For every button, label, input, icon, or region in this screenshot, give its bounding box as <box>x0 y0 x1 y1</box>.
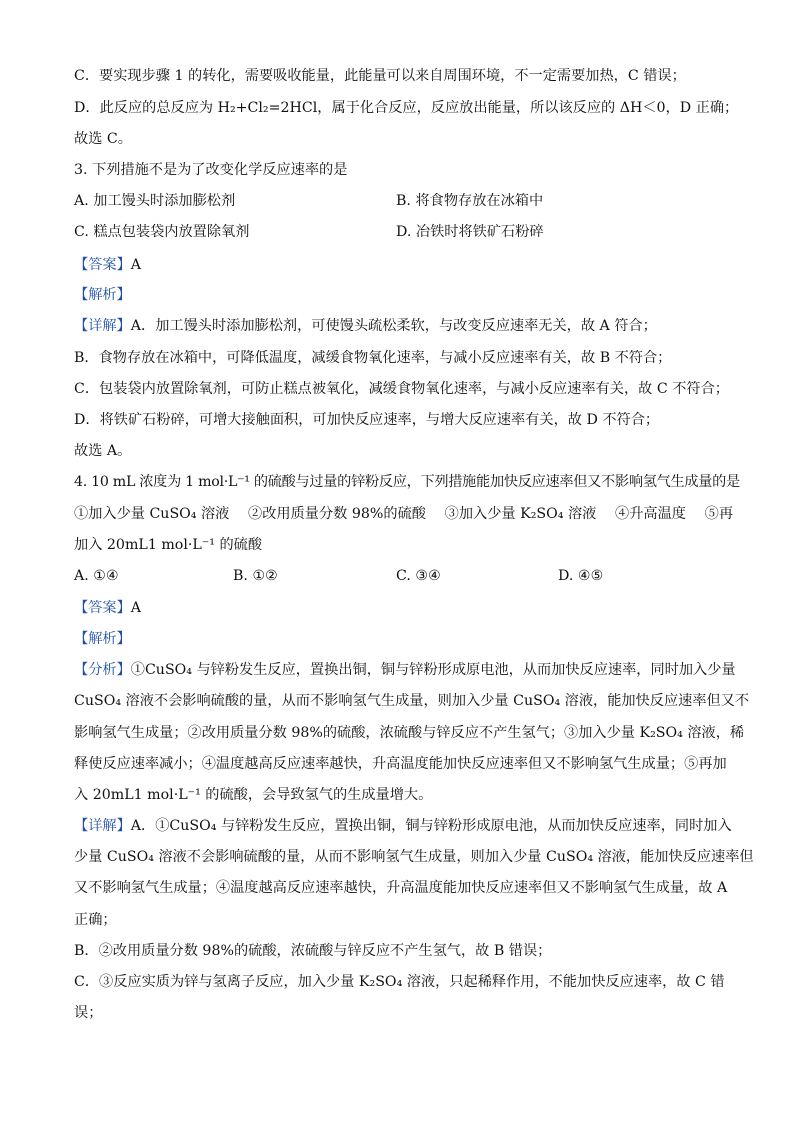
question-4-stem: 4. 10 mL 浓度为 1 mol·L⁻¹ 的硫酸与过量的锌粉反应，下列措施能加快反应速率但又不影响氢气生成量的是 <box>74 474 740 490</box>
q3-option-a: A. 加工馒头时添加膨松剂 <box>74 193 236 209</box>
q4-fenxi-line: 影响氢气生成量；②改用质量分数 98%的硫酸，浓硫酸与锌反应不产生氢气；③加入少量 K₂SO₄ 溶液，稀 <box>74 725 745 741</box>
q4-fenxi-line: 释使反应速率减小；④温度越高反应速率越快，升高温度能加快反应速率但又不影响氢气生成量；⑤再加 <box>74 756 727 772</box>
question-4-choices: ①加入少量 CuSO₄ 溶液 ②改用质量分数 98%的硫酸 ③加入少量 K₂SO₄ 溶液 ④升高温度 ⑤再 <box>74 506 734 522</box>
q4-detail-line: 正确； <box>74 912 117 928</box>
answer-tag: 【答案】 <box>74 600 131 616</box>
text-line: 故选 C。 <box>74 131 132 147</box>
q4-answer <box>74 598 141 618</box>
answer-tag: 【答案】 <box>74 257 131 273</box>
q4-detail-line: 少量 CuSO₄ 溶液不会影响硫酸的量，从而不影响氢气生成量，则加入少量 CuSO₄ 溶液，能加快反应速率但 <box>74 849 754 865</box>
answer-value: A <box>130 257 142 273</box>
fenxi-tag: 【分析】 <box>74 662 131 678</box>
q4-detail-line: 【详解】A．①CuSO₄ 与锌粉发生反应，置换出铜，铜与锌粉形成原电池，从而加快反应速率，同时加入 <box>74 818 732 834</box>
q4-option-b: B. ①② <box>233 568 278 584</box>
answer-value: A <box>130 600 142 616</box>
q4-option-c: C. ③④ <box>396 568 441 584</box>
q3-detail-c: C．包装袋内放置除氧剂，可防止糕点被氧化，减缓食物氧化速率，与减小反应速率有关，故 C 不符合； <box>74 381 729 397</box>
q4-option-d: D. ④⑤ <box>558 568 604 584</box>
q3-option-c: C. 糕点包装袋内放置除氧剂 <box>74 224 250 240</box>
detail-tag: 【详解】 <box>74 818 131 834</box>
q4-detail-line: C．③反应实质为锌与氢离子反应，加入少量 K₂SO₄ 溶液，只起稀释作用，不能加快反应速率，故 C 错 <box>74 974 725 990</box>
q4-detail-line: 误； <box>74 1005 103 1021</box>
q3-conclusion: 故选 A。 <box>74 443 132 459</box>
q4-fenxi-line: 入 20mL1 mol·L⁻¹ 的硫酸，会导致氢气的生成量增大。 <box>74 787 433 803</box>
q3-detail-b: B．食物存放在冰箱中，可降低温度，减缓食物氧化速率，与减小反应速率有关，故 B 不符合； <box>74 350 672 366</box>
question-3-stem: 3. 下列措施不是为了改变化学反应速率的是 <box>74 162 348 178</box>
q3-analysis-tag: 【解析】 <box>74 287 131 303</box>
q4-option-a: A. ①④ <box>74 568 119 584</box>
text-line: D．此反应的总反应为 H₂+Cl₂=2HCl，属于化合反应，反应放出能量，所以该反应的 ΔH＜0，D 正确； <box>74 100 739 116</box>
q3-option-d: D. 冶铁时将铁矿石粉碎 <box>396 224 544 240</box>
q4-fenxi-line: 【分析】①CuSO₄ 与锌粉发生反应，置换出铜，铜与锌粉形成原电池，从而加快反应速率，同时加入少量 <box>74 662 736 678</box>
q4-detail-line: 又不影响氢气生成量；④温度越高反应速率越快，升高温度能加快反应速率但又不影响氢气生成量，故 A <box>74 880 728 896</box>
q3-detail-a: 【详解】A．加工馒头时添加膨松剂，可使馒头疏松柔软，与改变反应速率无关，故 A 符合； <box>74 318 657 334</box>
q3-answer <box>74 255 141 275</box>
q3-option-b: B. 将食物存放在冰箱中 <box>396 193 544 209</box>
q4-detail-line: B．②改用质量分数 98%的硫酸，浓硫酸与锌反应不产生氢气，故 B 错误； <box>74 943 552 959</box>
q4-analysis-tag: 【解析】 <box>74 631 131 647</box>
text-line: C．要实现步骤 1 的转化，需要吸收能量，此能量可以来自周围环境，不一定需要加热，C 错误； <box>74 68 686 84</box>
detail-tag: 【详解】 <box>74 318 131 334</box>
q4-fenxi-line: CuSO₄ 溶液不会影响硫酸的量，从而不影响氢气生成量，则加入少量 CuSO₄ 溶液，能加快反应速率但又不 <box>74 693 750 709</box>
question-4-choices-cont: 加入 20mL1 mol·L⁻¹ 的硫酸 <box>74 537 263 553</box>
q3-detail-d: D．将铁矿石粉碎，可增大接触面积，可加快反应速率，与增大反应速率有关，故 D 不符合； <box>74 412 660 428</box>
